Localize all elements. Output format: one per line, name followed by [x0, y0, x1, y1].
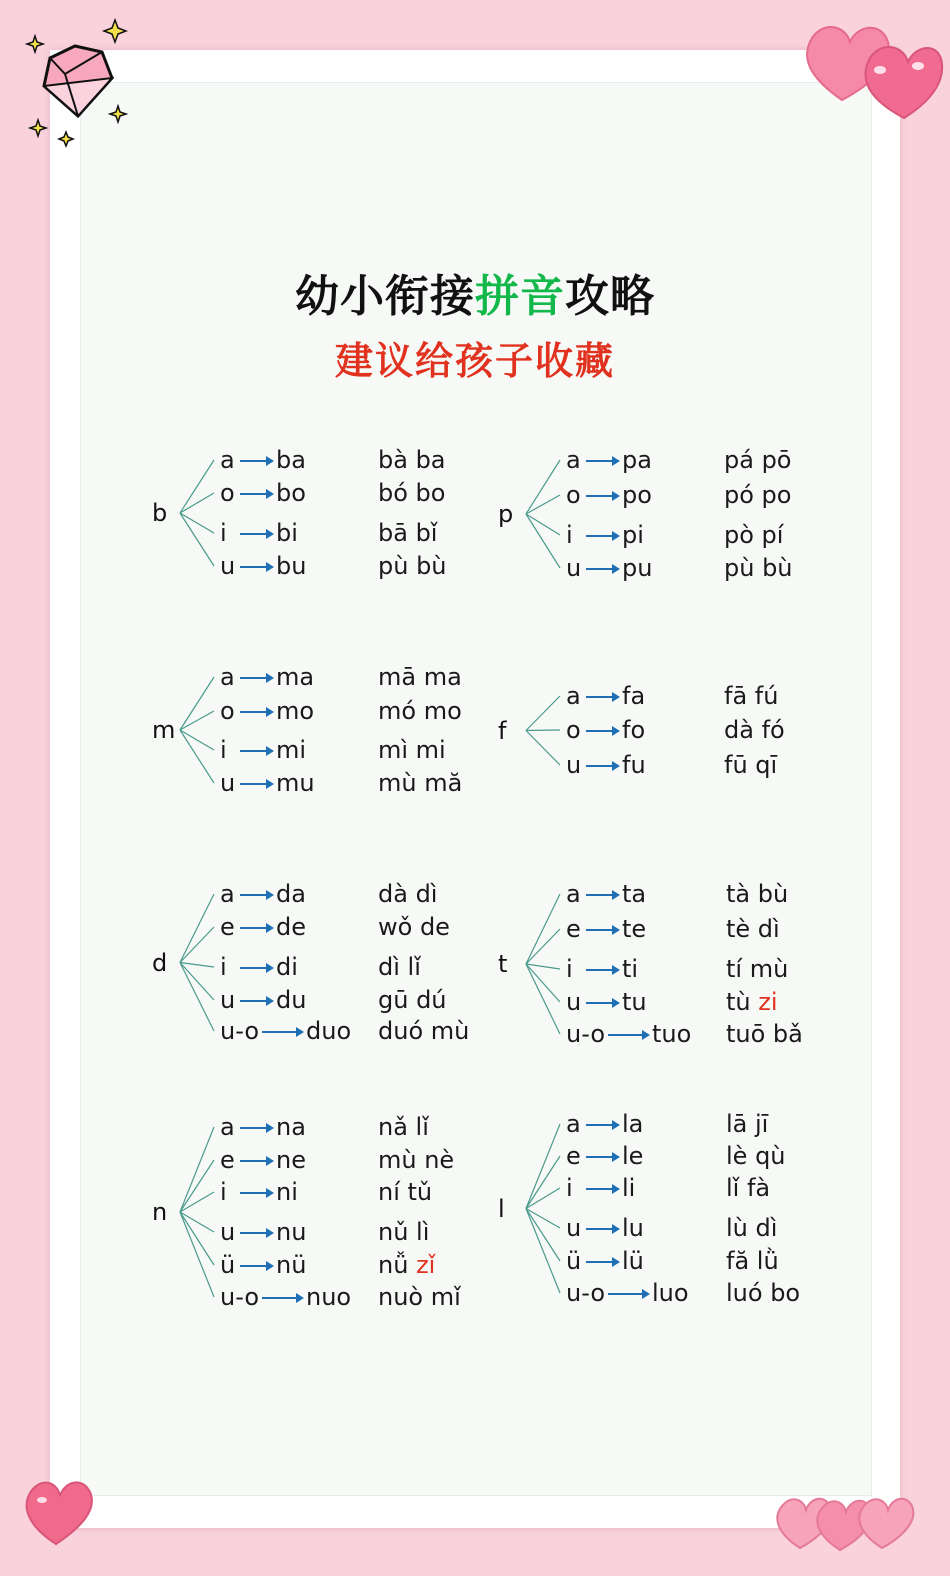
- example-word: [726, 990, 778, 1014]
- initial-consonant: p: [498, 500, 514, 528]
- branch-line: [180, 460, 214, 513]
- arrow-right-icon: [586, 530, 620, 542]
- vowel: u: [220, 769, 236, 797]
- page-subtitle: 建议给孩子收藏: [334, 339, 615, 383]
- branch-line: [526, 964, 560, 969]
- example-text: pó po: [724, 481, 792, 509]
- example-text: dà fó: [724, 716, 785, 744]
- example-text: pò pí: [724, 521, 784, 549]
- example-highlight: zi: [758, 988, 778, 1016]
- branch-lines: [496, 1112, 566, 1321]
- vowel: u-o: [220, 1017, 259, 1045]
- vowel: i: [566, 521, 573, 549]
- branch-line: [526, 1124, 560, 1209]
- example-word: [378, 988, 447, 1012]
- example-word: [378, 915, 450, 939]
- example-text: mì mi: [378, 736, 446, 764]
- arrow-right-icon: [240, 455, 274, 467]
- syllable: du: [276, 986, 307, 1014]
- example-text: bā bǐ: [378, 519, 438, 547]
- arrow-right-icon: [240, 528, 274, 540]
- vowel: u: [220, 552, 236, 580]
- syllable: duo: [306, 1017, 352, 1045]
- example-word: [378, 771, 462, 795]
- arrow-right-icon: [240, 1227, 274, 1239]
- page-title: [0, 260, 950, 324]
- example-text: wǒ de: [378, 913, 450, 941]
- example-word: [724, 684, 778, 708]
- arrow-right-icon: [586, 725, 620, 737]
- branch-line: [180, 963, 214, 1001]
- initial-consonant: l: [498, 1194, 505, 1223]
- example-word: [378, 554, 447, 578]
- vowel: ü: [220, 1251, 236, 1279]
- group-f: [496, 684, 856, 884]
- vowel: u: [566, 554, 582, 582]
- vowel: i: [220, 736, 227, 764]
- example-word: [378, 1019, 469, 1043]
- vowel: a: [566, 1110, 581, 1138]
- example-highlight: zǐ: [416, 1251, 436, 1279]
- example-word: [726, 1112, 768, 1136]
- example-text: gū dú: [378, 986, 447, 1014]
- arrow-right-icon: [240, 889, 274, 901]
- group-p: [496, 448, 856, 648]
- example-text: tè dì: [726, 915, 780, 943]
- example-text: fū qī: [724, 751, 778, 779]
- group-d: [150, 882, 510, 1082]
- example-word: [378, 1148, 454, 1172]
- vowel: a: [220, 663, 235, 691]
- branch-line: [180, 493, 214, 513]
- arrow-right-icon: [586, 964, 620, 976]
- branch-line: [526, 514, 560, 535]
- example-word: [726, 1249, 779, 1273]
- syllable: ne: [276, 1146, 306, 1174]
- arrow-right-icon: [240, 778, 274, 790]
- vowel: u-o: [566, 1279, 605, 1307]
- arrow-right-icon: [586, 1223, 620, 1235]
- example-text: pù bù: [378, 552, 447, 580]
- example-text: nǔ lì: [378, 1218, 430, 1246]
- branch-line: [526, 1156, 560, 1209]
- example-word: [724, 483, 791, 507]
- vowel: e: [566, 1142, 581, 1170]
- arrow-right-icon: [586, 455, 620, 467]
- initial-consonant: n: [152, 1198, 168, 1226]
- example-text: luó bo: [726, 1279, 801, 1307]
- example-word: [726, 957, 788, 981]
- vowel: i: [220, 1178, 227, 1206]
- syllable: na: [276, 1113, 306, 1141]
- syllable: nu: [276, 1218, 307, 1246]
- example-word: [724, 523, 783, 547]
- branch-line: [180, 1212, 214, 1297]
- example-word: [726, 1281, 800, 1305]
- heart-bottom-left-icon: [18, 1470, 98, 1550]
- vowel: a: [220, 1113, 235, 1141]
- example-word: [378, 665, 462, 689]
- arrow-right-icon: [586, 889, 620, 901]
- example-text: dì lǐ: [378, 953, 421, 981]
- example-word: [378, 1285, 461, 1309]
- arrow-right-icon: [586, 924, 620, 936]
- arrow-right-icon: [240, 561, 274, 573]
- example-word: [378, 738, 446, 762]
- branch-line: [526, 1188, 560, 1209]
- syllable: tuo: [652, 1020, 692, 1048]
- example-text: mù nè: [378, 1146, 455, 1174]
- example-word: [724, 556, 793, 580]
- branch-line: [526, 696, 560, 731]
- vowel: i: [220, 519, 227, 547]
- initial-consonant: t: [498, 950, 508, 978]
- hearts-top-right-icon: [800, 8, 945, 128]
- vowel: u: [566, 1214, 582, 1242]
- group-b: [150, 448, 510, 648]
- example-text: lù dì: [726, 1214, 778, 1242]
- vowel: u: [220, 1218, 236, 1246]
- branch-line: [526, 1209, 560, 1262]
- vowel: i: [220, 953, 227, 981]
- branch-line: [526, 460, 560, 514]
- branch-line: [180, 1192, 214, 1212]
- example-word: [724, 718, 785, 742]
- vowel: e: [220, 1146, 235, 1174]
- branch-line: [180, 730, 214, 783]
- branch-line: [526, 1209, 560, 1294]
- example-text: tà bù: [726, 880, 789, 908]
- syllable: pi: [622, 521, 644, 549]
- branch-line: [180, 1127, 214, 1212]
- syllable: lü: [622, 1247, 644, 1275]
- vowel: i: [566, 1174, 573, 1202]
- arrow-right-icon: [586, 1119, 620, 1131]
- branch-line: [180, 927, 214, 963]
- vowel: u: [220, 986, 236, 1014]
- branch-line: [180, 1212, 214, 1232]
- arrow-right-icon: [586, 760, 620, 772]
- diamond-icon: [20, 8, 130, 148]
- syllable: pa: [622, 446, 652, 474]
- branch-line: [180, 730, 214, 750]
- vowel: ü: [566, 1247, 582, 1275]
- syllable: le: [622, 1142, 644, 1170]
- branch-line: [180, 1212, 214, 1265]
- example-text: ní tǔ: [378, 1178, 433, 1206]
- arrow-right-icon: [240, 745, 274, 757]
- syllable: la: [622, 1110, 644, 1138]
- example-text: mā ma: [378, 663, 462, 691]
- example-word: [726, 1176, 770, 1200]
- example-word: [726, 882, 788, 906]
- arrow-right-icon: [240, 1187, 274, 1199]
- branch-line: [526, 1209, 560, 1229]
- example-word: [726, 1216, 777, 1240]
- title-highlight: 拼音: [475, 271, 565, 322]
- syllable: di: [276, 953, 298, 981]
- vowel: a: [566, 446, 581, 474]
- branch-line: [180, 963, 214, 1032]
- arrow-right-icon: [240, 922, 274, 934]
- syllable: ti: [622, 955, 639, 983]
- vowel: i: [566, 955, 573, 983]
- branch-line: [180, 1160, 214, 1212]
- vowel: o: [220, 479, 235, 507]
- example-word: [726, 1022, 803, 1046]
- syllable: fa: [622, 682, 646, 710]
- syllable: luo: [652, 1279, 689, 1307]
- title-part-2: 攻略: [565, 271, 655, 322]
- arrow-right-icon: [586, 997, 620, 1009]
- syllable: mu: [276, 769, 315, 797]
- example-word: [726, 917, 780, 941]
- branch-line: [180, 894, 214, 963]
- group-n: [150, 1115, 510, 1315]
- arrow-right-icon: [240, 706, 274, 718]
- example-text: tuō bǎ: [726, 1020, 803, 1048]
- example-word: [378, 521, 437, 545]
- example-word: [378, 481, 445, 505]
- example-word: [378, 448, 446, 472]
- syllable: mi: [276, 736, 307, 764]
- vowel: a: [566, 880, 581, 908]
- hearts-bottom-right-icon: [770, 1484, 920, 1554]
- arrow-right-icon: [586, 1256, 620, 1268]
- example-text: nuò mǐ: [378, 1283, 461, 1311]
- example-text: lè qù: [726, 1142, 786, 1170]
- syllable: fu: [622, 751, 646, 779]
- vowel: a: [220, 880, 235, 908]
- arrow-right-icon: [586, 1183, 620, 1195]
- example-text: dà dì: [378, 880, 438, 908]
- branch-line: [526, 964, 560, 1002]
- arrow-right-icon: [240, 1260, 274, 1272]
- example-word: [378, 882, 437, 906]
- example-text: bó bo: [378, 479, 446, 507]
- branch-line: [526, 514, 560, 568]
- branch-line: [526, 929, 560, 964]
- example-text: fā fú: [724, 682, 779, 710]
- example-text: nǚ: [378, 1251, 417, 1279]
- syllable: ni: [276, 1178, 298, 1206]
- syllable: nü: [276, 1251, 307, 1279]
- arrow-right-icon: [586, 490, 620, 502]
- syllable: fo: [622, 716, 646, 744]
- syllable: ba: [276, 446, 306, 474]
- branch-line: [526, 894, 560, 964]
- group-m: [150, 665, 510, 865]
- example-text: pù bù: [724, 554, 793, 582]
- vowel: a: [566, 682, 581, 710]
- example-text: lǐ fà: [726, 1174, 771, 1202]
- branch-line: [526, 730, 560, 731]
- example-text: bà ba: [378, 446, 446, 474]
- vowel: o: [220, 697, 235, 725]
- syllable: bo: [276, 479, 306, 507]
- initial-consonant: m: [152, 716, 176, 744]
- syllable: pu: [622, 554, 653, 582]
- syllable: po: [622, 481, 652, 509]
- branch-line: [180, 513, 214, 533]
- initial-consonant: f: [498, 716, 507, 745]
- example-word: [378, 1180, 432, 1204]
- example-text: lā jī: [726, 1110, 769, 1138]
- branch-lines: [496, 684, 566, 793]
- example-word: [378, 1115, 429, 1139]
- arrow-right-icon: [262, 1292, 304, 1304]
- syllable: nuo: [306, 1283, 352, 1311]
- initial-consonant: b: [152, 499, 168, 527]
- group-l: [496, 1112, 856, 1312]
- title-part-1: 幼小衔接: [295, 271, 475, 322]
- syllable: mo: [276, 697, 315, 725]
- branch-line: [526, 731, 560, 766]
- syllable: lu: [622, 1214, 644, 1242]
- group-t: [496, 882, 856, 1082]
- initial-consonant: d: [152, 948, 168, 977]
- branch-line: [180, 513, 214, 566]
- arrow-right-icon: [608, 1029, 650, 1041]
- branch-line: [526, 964, 560, 1034]
- arrow-right-icon: [586, 563, 620, 575]
- example-word: [724, 448, 792, 472]
- vowel: u: [566, 751, 582, 779]
- example-text: mù mă: [378, 769, 463, 797]
- branch-line: [180, 677, 214, 730]
- example-text: nǎ lǐ: [378, 1113, 429, 1141]
- syllable: li: [622, 1174, 636, 1202]
- arrow-right-icon: [586, 1151, 620, 1163]
- example-word: [724, 753, 777, 777]
- arrow-right-icon: [240, 1155, 274, 1167]
- syllable: da: [276, 880, 306, 908]
- example-text: tù: [726, 988, 759, 1016]
- example-text: mó mo: [378, 697, 462, 725]
- arrow-right-icon: [262, 1026, 304, 1038]
- example-word: [378, 1220, 429, 1244]
- syllable: ma: [276, 663, 315, 691]
- vowel: o: [566, 716, 581, 744]
- syllable: de: [276, 913, 306, 941]
- arrow-right-icon: [240, 995, 274, 1007]
- arrow-right-icon: [240, 488, 274, 500]
- syllable: bi: [276, 519, 298, 547]
- branch-line: [526, 495, 560, 514]
- syllable: tu: [622, 988, 647, 1016]
- example-text: fă lǜ: [726, 1247, 779, 1275]
- example-word: [378, 955, 421, 979]
- vowel: u-o: [566, 1020, 605, 1048]
- example-word: [378, 699, 462, 723]
- arrow-right-icon: [240, 672, 274, 684]
- arrow-right-icon: [608, 1288, 650, 1300]
- branch-line: [180, 963, 214, 968]
- example-text: tí mù: [726, 955, 789, 983]
- vowel: e: [220, 913, 235, 941]
- vowel: a: [220, 446, 235, 474]
- vowel: u-o: [220, 1283, 259, 1311]
- example-word: [378, 1253, 435, 1277]
- syllable: ta: [622, 880, 647, 908]
- syllable: bu: [276, 552, 307, 580]
- vowel: e: [566, 915, 581, 943]
- vowel: u: [566, 988, 582, 1016]
- example-text: duó mù: [378, 1017, 470, 1045]
- arrow-right-icon: [240, 1122, 274, 1134]
- branch-line: [180, 711, 214, 730]
- vowel: o: [566, 481, 581, 509]
- example-word: [726, 1144, 786, 1168]
- example-text: pá pō: [724, 446, 792, 474]
- arrow-right-icon: [586, 691, 620, 703]
- syllable: te: [622, 915, 647, 943]
- arrow-right-icon: [240, 962, 274, 974]
